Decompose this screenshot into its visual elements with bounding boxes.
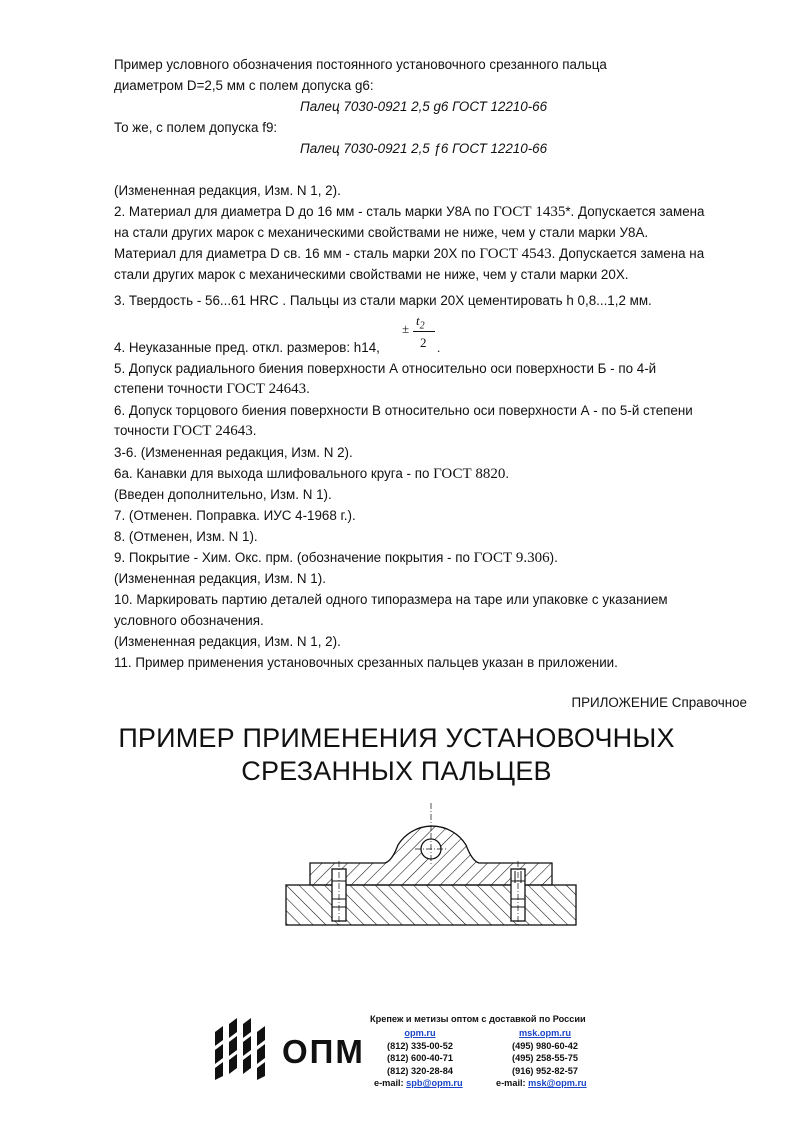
spb-email <box>374 1078 463 1088</box>
item-2-line-1 <box>114 204 705 220</box>
item-5-text: степени точности <box>114 381 227 396</box>
spb-contacts <box>385 1027 455 1077</box>
appendix-title-line-1: ПРИМЕР ПРИМЕНЕНИЯ УСТАНОВОЧНЫХ <box>118 723 675 753</box>
spb-site-link[interactable]: opm.ru <box>404 1028 436 1038</box>
item-6-line-1: 6. Допуск торцового биения поверхности В относительно оси поверхности А - по 5-й степени <box>114 403 693 418</box>
item-2-line-4: стали других марок с механическими свойствами не ниже, чем у стали марки 20Х. <box>114 267 629 282</box>
item-9-end: ). <box>549 550 558 565</box>
opm-logo-icon <box>205 1018 273 1082</box>
item-10-line-1: 10. Маркировать партию деталей одного типоразмера на таре или упаковке с указанием <box>114 592 668 607</box>
base-plate <box>286 885 576 925</box>
item-6-period: . <box>252 423 257 438</box>
tolerance-period: . <box>437 340 441 355</box>
item-4: 4. Неуказанные пред. откл. размеров: h14, <box>114 340 380 355</box>
msk-email-label: e-mail: <box>496 1078 529 1088</box>
example-line-1: Пример условного обозначения постоянного установочного срезанного пальца <box>114 57 607 72</box>
msk-phone-1: (495) 980-60-42 <box>512 1040 578 1051</box>
item-2-text-a: 2. Материал для диаметра D до 16 мм - сталь марки У8А по <box>114 204 494 219</box>
gost-9-306-link[interactable]: ГОСТ 9.306 <box>473 550 550 566</box>
item-9-text: 9. Покрытие - Хим. Окс. прм. (обозначение покрытия - по <box>114 550 474 565</box>
example-line-3: То же, с полем допуска f9: <box>114 120 278 135</box>
spb-phone-2: (812) 600-40-71 <box>387 1053 453 1063</box>
left-pin <box>332 861 346 927</box>
gost-24643-link[interactable]: ГОСТ 24643 <box>226 381 307 397</box>
fixture-drawing <box>280 803 580 935</box>
edit-note-2: (Измененная редакция, Изм. N 1). <box>114 571 326 586</box>
tolerance-t: t <box>416 313 420 328</box>
item-2-text-d: . Допускается замена на <box>551 246 705 261</box>
appendix-title-line-2: СРЕЗАННЫХ ПАЛЬЦЕВ <box>241 756 552 786</box>
items-3-6-note: 3-6. (Измененная редакция, Изм. N 2). <box>114 445 353 460</box>
spb-email-label: e-mail: <box>374 1078 407 1088</box>
item-6-text: точности <box>114 423 173 438</box>
item-6a-period: . <box>505 466 510 481</box>
tolerance-plus-minus: ± <box>402 321 410 336</box>
example-line-2: диаметром D=2,5 мм с полем допуска g6: <box>114 78 374 93</box>
item-5-line-2 <box>114 381 310 397</box>
gost-24643-link-2[interactable]: ГОСТ 24643 <box>172 423 253 439</box>
tolerance-subscript: 2 <box>419 320 425 332</box>
msk-email-link[interactable]: msk@opm.ru <box>528 1078 587 1088</box>
item-5-period: . <box>306 381 310 396</box>
opm-logo-text: ОПМ <box>282 1033 365 1070</box>
spb-phone-1: (812) 335-00-52 <box>387 1040 453 1051</box>
item-6a-text: 6а. Канавки для выхода шлифовального круга - по <box>114 466 434 481</box>
msk-phone-3: (916) 952-82-57 <box>512 1065 578 1076</box>
designation-formula-f9: Палец 7030-0921 2,5 ƒ6 ГОСТ 12210-66 <box>300 141 548 156</box>
item-2-text-b: *. Допускается замена <box>565 204 705 219</box>
item-3: 3. Твердость - 56...61 HRC . Пальцы из стали марки 20Х цементировать h 0,8...1,2 мм. <box>114 293 652 308</box>
gost-8820-link[interactable]: ГОСТ 8820 <box>433 466 506 482</box>
spb-email-link[interactable]: spb@opm.ru <box>406 1078 463 1088</box>
edit-note-3: (Измененная редакция, Изм. N 1, 2). <box>114 634 341 649</box>
item-2-text-c: Материал для диаметра D св. 16 мм - сталь марки 20Х по <box>114 246 480 261</box>
msk-site-link[interactable]: msk.opm.ru <box>518 1028 572 1038</box>
introduced-note: (Введен дополнительно, Изм. N 1). <box>114 487 332 502</box>
edit-note-1: (Измененная редакция, Изм. N 1, 2). <box>114 183 341 198</box>
item-5-line-1: 5. Допуск радиального биения поверхности А относительно оси поверхности Б - по 4-й <box>114 361 657 376</box>
msk-phone-2: (495) 258-55-75 <box>512 1053 578 1063</box>
gost-1435-link[interactable]: ГОСТ 1435 <box>493 204 566 220</box>
tolerance-numerator <box>416 313 425 332</box>
tolerance-denominator: 2 <box>420 335 427 350</box>
item-8: 8. (Отменен, Изм. N 1). <box>114 529 258 544</box>
item-7: 7. (Отменен. Поправка. ИУС 4-1968 г.). <box>114 508 356 523</box>
item-2-line-3 <box>114 246 704 262</box>
designation-formula-g6: Палец 7030-0921 2,5 g6 ГОСТ 12210-66 <box>300 99 548 114</box>
item-2-line-2: на стали других марок с механическими свойствами не ниже, чем у стали марки У8А. <box>114 225 649 240</box>
footer-tagline: Крепеж и метизы оптом с доставкой по России <box>370 1014 586 1024</box>
appendix-label: ПРИЛОЖЕНИЕ Справочное <box>571 695 747 710</box>
item-10-line-2: условного обозначения. <box>114 613 264 628</box>
fraction-bar <box>413 331 435 332</box>
msk-email <box>496 1078 587 1088</box>
right-pin <box>511 861 525 927</box>
spb-phone-3: (812) 320-28-84 <box>387 1065 453 1076</box>
msk-contacts <box>505 1027 585 1077</box>
item-6-line-2 <box>114 423 256 439</box>
gost-4543-link[interactable]: ГОСТ 4543 <box>479 246 552 262</box>
item-11: 11. Пример применения установочных срезанных пальцев указан в приложении. <box>114 655 618 670</box>
item-9 <box>114 550 558 566</box>
item-6a <box>114 466 509 482</box>
